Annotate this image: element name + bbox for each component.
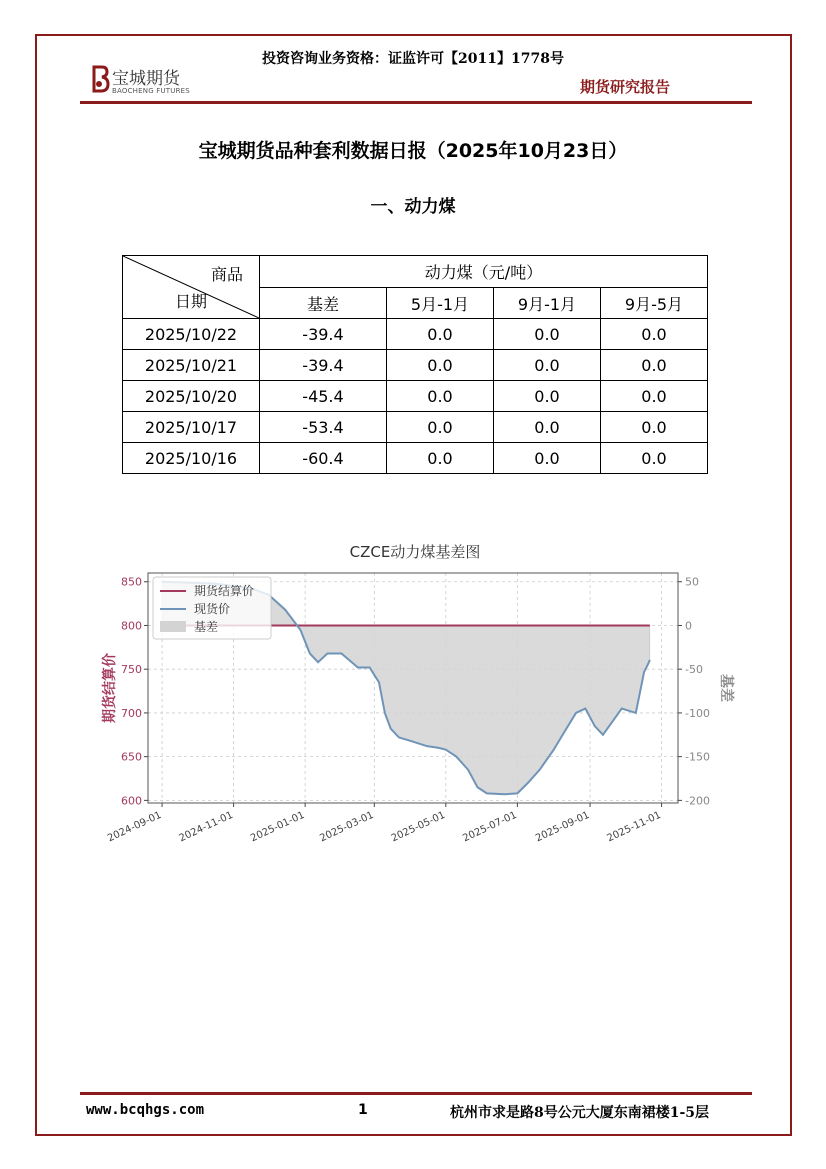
value-cell: 0.0: [601, 443, 708, 474]
date-cell: 2025/10/16: [123, 443, 260, 474]
y2-tick-label: -100: [685, 706, 710, 720]
spread-table: [122, 255, 708, 474]
y-tick-label: 650: [121, 750, 142, 764]
company-logo: [88, 62, 218, 98]
y-tick-label: 700: [121, 706, 142, 720]
y2-tick-label: -50: [685, 663, 703, 677]
column-header: 9月-1月: [494, 288, 601, 319]
y2-axis-label: 基差: [718, 674, 734, 702]
x-tick-label: 2025-11-01: [605, 809, 663, 845]
value-cell: 0.0: [494, 381, 601, 412]
legend-spot-label: 现货价: [194, 602, 231, 616]
column-header: 基差: [260, 288, 387, 319]
value-cell: -60.4: [260, 443, 387, 474]
legend-basis-label: 基差: [194, 620, 219, 634]
date-cell: 2025/10/21: [123, 350, 260, 381]
column-header: 5月-1月: [387, 288, 494, 319]
y2-tick-label: -200: [685, 794, 710, 808]
header-divider: [80, 101, 752, 104]
value-cell: -53.4: [260, 412, 387, 443]
value-cell: 0.0: [601, 381, 708, 412]
chart-title: CZCE动力煤基差图: [349, 543, 481, 561]
x-tick-label: 2025-03-01: [318, 809, 376, 845]
value-cell: 0.0: [387, 319, 494, 350]
report-title: 宝城期货品种套利数据日报（2025年10月23日）: [198, 140, 628, 162]
y2-tick-label: 50: [685, 575, 699, 589]
logo-text-en: BAOCHENG FUTURES: [112, 87, 190, 95]
section-title: 一、动力煤: [370, 197, 456, 217]
value-cell: 0.0: [494, 412, 601, 443]
x-tick-label: 2024-11-01: [177, 809, 235, 845]
legend-basis-swatch: [160, 621, 186, 632]
table-row: [123, 412, 708, 443]
footer-address: 杭州市求是路8号公元大厦东南裙楼1-5层: [450, 1105, 710, 1121]
corner-header-cell: [123, 256, 260, 319]
corner-bottom-label: 日期: [175, 292, 208, 311]
value-cell: 0.0: [494, 443, 601, 474]
value-cell: -39.4: [260, 319, 387, 350]
column-header: 9月-5月: [601, 288, 708, 319]
date-cell: 2025/10/20: [123, 381, 260, 412]
value-cell: 0.0: [601, 319, 708, 350]
value-cell: -39.4: [260, 350, 387, 381]
value-cell: 0.0: [601, 412, 708, 443]
basis-chart: [90, 535, 740, 865]
x-tick-label: 2025-05-01: [389, 809, 448, 845]
y-tick-label: 850: [121, 575, 142, 589]
legend-futures-label: 期货结算价: [194, 584, 255, 598]
value-cell: 0.0: [601, 350, 708, 381]
x-tick-label: 2025-09-01: [533, 809, 592, 845]
report-type: 期货研究报告: [580, 78, 671, 96]
table-row: [123, 443, 708, 474]
value-cell: 0.0: [387, 412, 494, 443]
page-number: 1: [358, 1102, 368, 1118]
y-tick-label: 750: [121, 663, 142, 677]
x-tick-label: 2024-09-01: [106, 809, 164, 845]
y-tick-label: 600: [121, 794, 142, 808]
value-cell: 0.0: [387, 350, 494, 381]
value-cell: -45.4: [260, 381, 387, 412]
value-cell: 0.0: [494, 319, 601, 350]
logo-text-cn: 宝城期货: [112, 69, 180, 89]
value-cell: 0.0: [387, 381, 494, 412]
table-row: [123, 319, 708, 350]
footer-divider: [80, 1092, 752, 1095]
logo-mark-icon: [88, 64, 110, 94]
x-tick-label: 2025-07-01: [461, 809, 519, 845]
y-axis-label: 期货结算价: [102, 653, 118, 723]
table-row: [123, 381, 708, 412]
date-cell: 2025/10/22: [123, 319, 260, 350]
x-tick-label: 2025-01-01: [249, 809, 307, 845]
y2-tick-label: 0: [685, 619, 692, 633]
group-header-cell: 动力煤（元/吨）: [260, 256, 708, 288]
license-text: 投资咨询业务资格：证监许可【2011】1778号: [262, 51, 564, 67]
footer-url[interactable]: www.bcqhgs.com: [86, 1102, 205, 1118]
value-cell: 0.0: [387, 443, 494, 474]
y2-tick-label: -150: [685, 750, 710, 764]
date-cell: 2025/10/17: [123, 412, 260, 443]
corner-top-label: 商品: [210, 265, 243, 284]
y-tick-label: 800: [121, 619, 142, 633]
table-row: [123, 350, 708, 381]
value-cell: 0.0: [494, 350, 601, 381]
